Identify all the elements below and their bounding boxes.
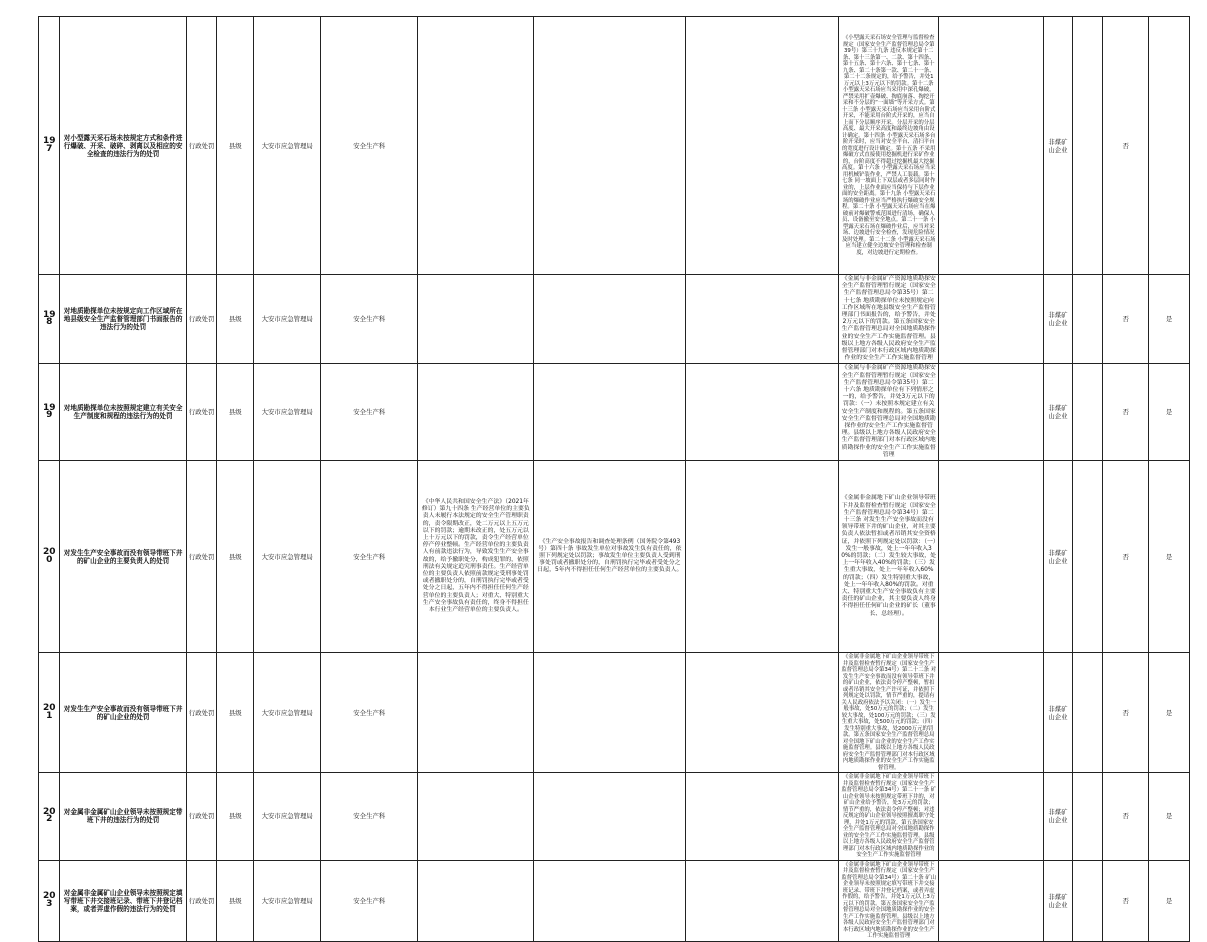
basis-rule: 《金属与非金属矿产资源地质勘探安全生产监督管理暂行规定（国家安全生产监督管理总局令第35号）第二十六条 地质勘探单位有下列情形之一的，给予警告，并处3万元以下的罚款：（一）未按照本规定建立有关安全生产制度和规程的。第五条国家安全生产监督管理总局对全国地质勘探作业的安全生产工作实施监督管理。县级以上地方各级人民政府安全生产监督管理部门对本行政区域内地质勘探作业的安全生产工作实施监督管理 [839,364,939,461]
item-department: 大安市应急管理局 [254,773,321,861]
basis-rule: 《金属与非金属矿产资源地质勘探安全生产监督管理暂行规定（国家安全生产监督管理总局令第35号）第二十七条 地质勘探单位未按照规定向工作区域所在地县级安全生产监督管理部门书面报告的，给予警告，并处2万元以下的罚款。第五条国家安全生产监督管理总局对全国地质勘探作业的安全生产工作实施监督管理。县级以上地方各级人民政府安全生产监督管理部门对本行政区域内地质勘探作业的安全生产工作实施监督管理 [839,275,939,364]
col-13: 否 [1103,17,1149,275]
item-office: 安全生产科 [321,860,418,941]
item-office: 安全生产科 [321,17,418,275]
row-number: 202 [39,773,60,861]
item-name: 对地质勘探单位未按照规定建立有关安全生产制度和规程的违法行为的处罚 [60,364,186,461]
col-12 [1072,860,1103,941]
col-15: 是 [1149,653,1190,773]
basis-rule: 《小型露天采石场安全管理与监督检查规定（国家安全生产监督管理总局令第39号）第三十九条 违反本规定第十二条、第十三条第一、二款、第十四条、第十五条、第十六条、第十七条、第十九条、第二十条第一款、第二十一条、第二十二条规定的，给予警告，并处1万元以上3万元以下的罚款。第十二条 小型露天采石场应当采用中深孔爆破，严禁采用扩壶爆破、掏底崩落、掏挖开采和不分层的“一面墙”等开采方式。第十三条 小型露天采石场应当采用台阶式开采，不能采用台阶式开采的，应当自上而下分层顺序开采。分层开采的分层高度、最大开采高度和最终边坡角由设计确定。第十四条 小型露天采石场多台阶开采时，应当对安全平台、清扫平台的宽度进行设计确定。第十五条 不采用爆破方式直接使用挖掘机进行采矿作业的，台阶高度不得超过挖掘机最大挖掘高度。第十六条 小型露天采石场应当采用机械铲装作业，严禁人工装载。第十七条 同一坡面上下双层或者多层同时作业的，上层作业面应当保持与下层作业面的安全距离。第十九条 小型露天采石场的爆破作业应当严格执行爆破安全规程。第二十条 小型露天采石场应当在爆破前对爆破警戒范围进行清场，确保人员、设备撤至安全地点。第二十一条 小型露天采石场在爆破作业后，应当对采场、边坡进行安全检查，发现危险情况及时处理。第二十二条 小型露天采石场应当建立健全边坡安全管理和检查制度，对边坡进行定期检查。 [839,17,939,275]
row-number: 200 [39,461,60,653]
item-department: 大安市应急管理局 [254,461,321,653]
item-subject: 非煤矿山企业 [1044,364,1073,461]
col-13: 否 [1103,364,1149,461]
col-12 [1072,275,1103,364]
basis-regulation [534,17,686,275]
basis-regulation [534,860,686,941]
basis-rule: 《金属非金属地下矿山企业领导带班下井及监督检查暂行规定（国家安全生产监督管理总局令第34号）第二十条 矿山企业领导未按照规定填写带班下井交接班记录、带班下井登记档案，或者弄虚作假的，给予警告，并处1万元以上3万元以下的罚款。第五条国家安全生产监督管理总局对全国地质勘探作业的安全生产工作实施监督管理。县级以上地方各级人民政府安全生产监督管理部门对本行政区域内地质勘探作业的安全生产工作实施监督管理 [839,860,939,941]
item-level: 县级 [217,275,254,364]
basis-regulation [534,653,686,773]
basis-law [418,773,534,861]
table-row [39,461,1190,653]
item-type: 行政处罚 [186,773,217,861]
col-13: 否 [1103,773,1149,861]
item-type: 行政处罚 [186,653,217,773]
item-type: 行政处罚 [186,860,217,941]
item-type: 行政处罚 [186,275,217,364]
item-name: 对小型露天采石场未按规定方式和条件进行爆破、开采、破碎、剥离以及相应的安全检查的违法行为的处罚 [60,17,186,275]
basis-rule: 《金属非金属地下矿山企业领导带班下井及监督检查暂行规定（国家安全生产监督管理总局令第34号）第二十三条 对发生生产安全事故而没有领导带班下井的矿山企业，对其主要负责人依法暂扣或者吊销其安全资格证，并依照下列规定处以罚款：（一）发生一般事故，处上一年年收入30%的罚款；（二）发生较大事故，处上一年年收入40%的罚款；（三）发生重大事故，处上一年年收入60%的罚款；（四）发生特别重大事故，处上一年年收入80%的罚款。对重大、特别重大生产安全事故负有主要责任的矿山企业，其主要负责人终身不得担任任何矿山企业的矿长（董事长、总经理）。 [839,461,939,653]
item-name: 对发生生产安全事故而没有领导带班下井的矿山企业的处罚 [60,653,186,773]
row-number: 199 [39,364,60,461]
basis-rule: 《金属非金属地下矿山企业领导带班下井及监督检查暂行规定（国家安全生产监督管理总局令第34号）第二十一条 矿山企业领导未按照规定带班下井的，对矿山企业给予警告，处3万元的罚款；情节严重的，依法责令停产整顿；对违反规定的矿山企业领导按照擅离职守处理，并处1万元的罚款。第五条国家安全生产监督管理总局对全国地质勘探作业的安全生产工作实施监督管理。县级以上地方各级人民政府安全生产监督管理部门对本行政区域内地质勘探作业的安全生产工作实施监督管理 [839,773,939,861]
row-number: 203 [39,860,60,941]
table-row [39,860,1190,941]
item-type: 行政处罚 [186,461,217,653]
basis-regulation: 《生产安全事故报告和调查处理条例（国务院令第493号）第四十条 事故发生单位对事故发生负有责任的，依照下列规定处以罚款；事故发生单位主要负责人受到刑事处罚或者撤职处分的，自刑罚执行完毕或者受处分之日起，5年内不得担任任何生产经营单位的主要负责人。 [534,461,686,653]
basis-regulation [534,275,686,364]
item-type: 行政处罚 [186,17,217,275]
row-number: 197 [39,17,60,275]
item-subject: 非煤矿山企业 [1044,17,1073,275]
item-office: 安全生产科 [321,773,418,861]
item-name: 对金属非金属矿山企业领导未按照规定带班下井的违法行为的处罚 [60,773,186,861]
item-department: 大安市应急管理局 [254,860,321,941]
item-level: 县级 [217,461,254,653]
item-subject: 非煤矿山企业 [1044,860,1073,941]
col-12 [1072,364,1103,461]
col-13: 否 [1103,461,1149,653]
basis-law [418,653,534,773]
col-15: 是 [1149,860,1190,941]
col-12 [1072,653,1103,773]
basis-law [418,17,534,275]
item-office: 安全生产科 [321,653,418,773]
item-department: 大安市应急管理局 [254,275,321,364]
basis-regulation [534,364,686,461]
col-15: 是 [1149,364,1190,461]
table-row [39,17,1190,275]
item-office: 安全生产科 [321,364,418,461]
item-type: 行政处罚 [186,364,217,461]
item-level: 县级 [217,860,254,941]
item-name: 对地质勘探单位未按规定向工作区域所在地县级安全生产监督管理部门书面报告的违法行为的处罚 [60,275,186,364]
table-row [39,773,1190,861]
item-office: 安全生产科 [321,275,418,364]
item-level: 县级 [217,364,254,461]
col-15: 是 [1149,773,1190,861]
col-12 [1072,461,1103,653]
item-subject: 非煤矿山企业 [1044,773,1073,861]
basis-rule: 《金属非金属地下矿山企业领导带班下井及监督检查暂行规定（国家安全生产监督管理总局令第34号）第二十二条 对发生生产安全事故而没有领导带班下井的矿山企业，依法责令停产整顿，暂扣或者吊销其安全生产许可证，并依照下列规定处以罚款，情节严重的，提请有关人民政府依法予以关闭：（一）发生一般事故，处50万元的罚款；（二）发生较大事故，处100万元的罚款；（三）发生重大事故，处500万元的罚款；（四）发生特别重大事故，处2000万元的罚款。第五条国家安全生产监督管理总局对全国地下矿山企业的安全生产工作实施监督管理。县级以上地方各级人民政府安全生产监督管理部门对本行政区域内地质勘探作业的安全生产工作实施监督管理。 [839,653,939,773]
col-13: 否 [1103,860,1149,941]
row-number: 198 [39,275,60,364]
item-level: 县级 [217,17,254,275]
item-subject: 非煤矿山企业 [1044,653,1073,773]
col-12 [1072,773,1103,861]
col-13: 否 [1103,653,1149,773]
col-12 [1072,17,1103,275]
item-office: 安全生产科 [321,461,418,653]
item-name: 对金属非金属矿山企业领导未按照规定填写带班下井交接班记录、带班下井登记档案，或者弄虚作假的违法行为的处罚 [60,860,186,941]
item-level: 县级 [217,773,254,861]
col-13: 否 [1103,275,1149,364]
basis-law [418,275,534,364]
item-department: 大安市应急管理局 [254,653,321,773]
item-subject: 非煤矿山企业 [1044,275,1073,364]
table-row [39,275,1190,364]
col-15 [1149,17,1190,275]
basis-law [418,860,534,941]
item-department: 大安市应急管理局 [254,17,321,275]
power-list-table [38,16,1190,942]
item-level: 县级 [217,653,254,773]
item-department: 大安市应急管理局 [254,364,321,461]
basis-law [418,364,534,461]
basis-law: 《中华人民共和国安全生产法》（2021年修订）第九十四条 生产经营单位的主要负责人未履行本法规定的安全生产管理职责的，责令限期改正，处二万元以上五万元以下的罚款；逾期未改正的，处五万元以上十万元以下的罚款，责令生产经营单位停产停业整顿。生产经营单位的主要负责人有前款违法行为，导致发生生产安全事故的，给予撤职处分，构成犯罪的，依照刑法有关规定追究刑事责任。生产经营单位的主要负责人依照前款规定受刑事处罚或者撤职处分的，自刑罚执行完毕或者受处分之日起，五年内不得担任任何生产经营单位的主要负责人；对重大、特别重大生产安全事故负有责任的，终身不得担任本行业生产经营单位的主要负责人。 [418,461,534,653]
item-name: 对发生生产安全事故而没有领导带班下井的矿山企业的主要负责人的处罚 [60,461,186,653]
col-15: 是 [1149,275,1190,364]
col-15: 是 [1149,461,1190,653]
row-number: 201 [39,653,60,773]
table-row [39,364,1190,461]
table-row [39,653,1190,773]
basis-regulation [534,773,686,861]
item-subject: 非煤矿山企业 [1044,461,1073,653]
